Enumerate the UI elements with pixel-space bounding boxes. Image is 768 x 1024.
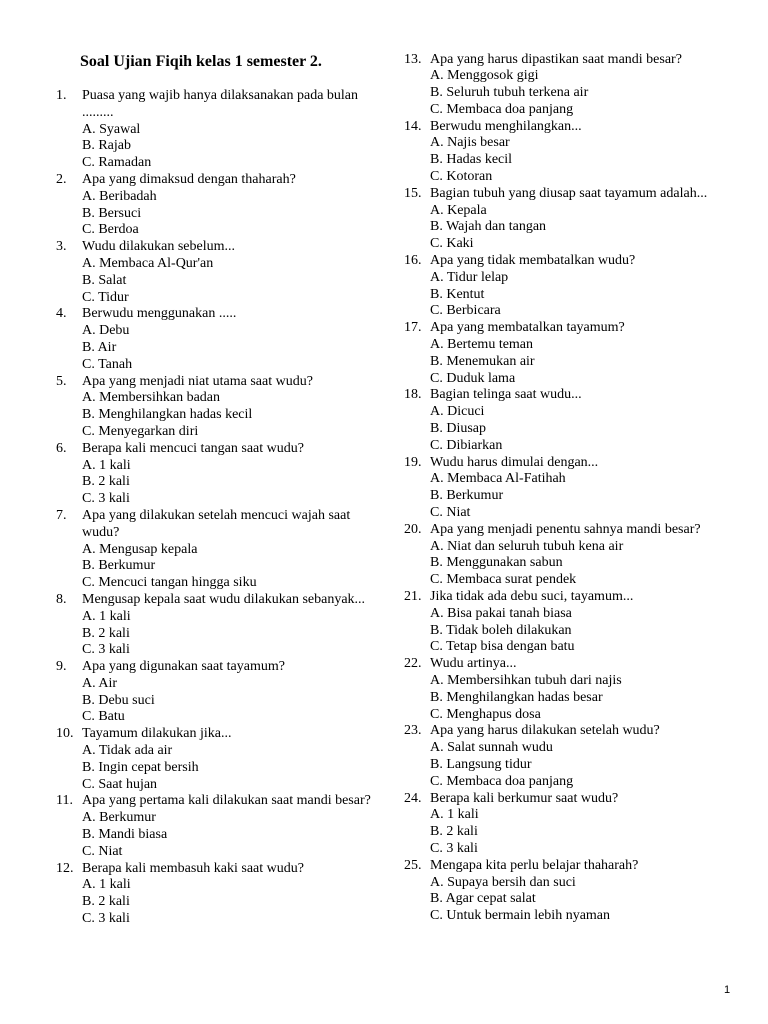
question-number: 22. <box>404 656 422 672</box>
answer-option: C. Menyegarkan diri <box>82 423 199 439</box>
question-text: Berapa kali membasuh kaki saat wudu? <box>82 860 304 876</box>
answer-option: A. Membersihkan tubuh dari najis <box>430 672 622 688</box>
answer-option: B. Langsung tidur <box>430 756 532 772</box>
answer-option: C. Berdoa <box>82 222 139 238</box>
question-number: 14. <box>404 118 422 134</box>
question-item <box>56 374 386 441</box>
question-item <box>404 522 749 589</box>
answer-option: A. Tidak ada air <box>82 743 173 759</box>
answer-option: A. 1 kali <box>82 877 131 893</box>
question-number: 23. <box>404 723 422 739</box>
question-number: 16. <box>404 253 422 269</box>
answer-option: C. 3 kali <box>82 642 130 658</box>
answer-option: C. Tidur <box>82 289 129 305</box>
question-text: Berwudu menggunakan ..... <box>82 306 237 322</box>
answer-option: A. Membersihkan badan <box>82 390 221 406</box>
question-number: 7. <box>56 507 67 523</box>
answer-option: A. Berkumur <box>82 810 156 826</box>
answer-option: C. Untuk bermain lebih nyaman <box>430 908 611 924</box>
question-item <box>404 119 749 186</box>
answer-option: C. Kaki <box>430 236 474 252</box>
question-item <box>404 858 749 925</box>
answer-option: A. 1 kali <box>82 457 131 473</box>
answer-option: A. Membaca Al-Fatihah <box>430 471 566 487</box>
question-text: Apa yang pertama kali dilakukan saat mandi besar? <box>82 793 371 809</box>
question-text: Wudu harus dimulai dengan... <box>430 454 599 470</box>
answer-option: C. Kotoran <box>430 169 493 185</box>
answer-option: A. Menggosok gigi <box>430 68 539 84</box>
answer-option: C. Menghapus dosa <box>430 706 541 722</box>
answer-option: A. Najis besar <box>430 135 510 151</box>
question-item <box>404 387 749 454</box>
answer-option: C. Membaca surat pendek <box>430 572 577 588</box>
question-item <box>56 88 386 172</box>
question-text: Bagian tubuh yang diusap saat tayamum adalah... <box>430 185 708 201</box>
answer-option: A. Syawal <box>82 121 141 137</box>
answer-option: A. Membaca Al-Qur'an <box>82 255 214 271</box>
question-number: 12. <box>56 860 74 876</box>
question-number: 9. <box>56 659 67 675</box>
question-number: 5. <box>56 373 67 389</box>
question-item <box>404 52 749 119</box>
question-number: 24. <box>404 790 422 806</box>
question-number: 17. <box>404 320 422 336</box>
question-item <box>404 656 749 723</box>
answer-option: A. Tidur lelap <box>430 269 509 285</box>
question-text: Apa yang tidak membatalkan wudu? <box>430 253 636 269</box>
answer-option: C. 3 kali <box>82 911 130 927</box>
question-item <box>56 172 386 239</box>
question-item <box>404 186 749 253</box>
answer-option: C. Saat hujan <box>82 776 158 792</box>
question-number: 2. <box>56 171 67 187</box>
answer-option: C. Niat <box>430 505 471 521</box>
answer-option: B. Berkumur <box>82 558 156 574</box>
answer-option: B. Menggunakan sabun <box>430 555 563 571</box>
question-item <box>56 726 386 793</box>
question-text: Apa yang dilakukan setelah mencuci wajah saat wudu? <box>82 507 351 540</box>
answer-option: B. 2 kali <box>82 625 130 641</box>
question-text: Apa yang menjadi niat utama saat wudu? <box>82 373 313 389</box>
answer-option: B. Diusap <box>430 421 486 437</box>
question-number: 1. <box>56 88 67 103</box>
question-item <box>56 306 386 373</box>
question-number: 15. <box>404 185 422 201</box>
question-list-left <box>56 88 386 928</box>
question-item <box>404 455 749 522</box>
question-item <box>404 723 749 790</box>
answer-option: C. Berbicara <box>430 303 501 319</box>
question-number: 13. <box>404 51 422 67</box>
answer-option: A. Salat sunnah wudu <box>430 740 553 756</box>
question-item <box>56 592 386 659</box>
question-text: Apa yang membatalkan tayamum? <box>430 320 625 336</box>
question-text: Apa yang harus dilakukan setelah wudu? <box>430 723 660 739</box>
question-number: 20. <box>404 521 422 537</box>
question-text: Puasa yang wajib hanya dilaksanakan pada bulan ......... <box>82 88 359 120</box>
question-item <box>56 659 386 726</box>
answer-option: C. Ramadan <box>82 155 152 171</box>
answer-option: B. Ingin cepat bersih <box>82 759 199 775</box>
question-list-right <box>404 52 749 925</box>
question-text: Apa yang dimaksud dengan thaharah? <box>82 171 296 187</box>
question-number: 4. <box>56 306 67 322</box>
answer-option: B. Menemukan air <box>430 353 535 369</box>
answer-option: B. Wajah dan tangan <box>430 219 547 235</box>
question-item <box>56 239 386 306</box>
answer-option: B. Rajab <box>82 138 131 154</box>
answer-option: C. Mencuci tangan hingga siku <box>82 575 257 591</box>
answer-option: C. Membaca doa panjang <box>430 773 574 789</box>
answer-option: C. Batu <box>82 709 125 725</box>
answer-option: B. Menghilangkan hadas besar <box>430 689 603 705</box>
answer-option: C. Niat <box>82 843 123 859</box>
question-text: Bagian telinga saat wudu... <box>430 387 582 403</box>
answer-option: B. Berkumur <box>430 488 504 504</box>
answer-option: B. Salat <box>82 272 127 288</box>
question-text: Wudu artinya... <box>430 656 517 672</box>
answer-option: A. Dicuci <box>430 404 485 420</box>
question-number: 8. <box>56 591 67 607</box>
answer-option: A. Debu <box>82 323 130 339</box>
answer-option: C. 3 kali <box>82 491 130 507</box>
answer-option: B. 2 kali <box>82 474 130 490</box>
question-text: Apa yang menjadi penentu sahnya mandi besar? <box>430 521 701 537</box>
answer-option: A. 1 kali <box>430 807 479 823</box>
answer-option: A. Bisa pakai tanah biasa <box>430 605 572 621</box>
question-item <box>404 589 749 656</box>
question-item <box>404 791 749 858</box>
question-text: Berapa kali berkumur saat wudu? <box>430 790 619 806</box>
question-text: Berapa kali mencuci tangan saat wudu? <box>82 440 304 456</box>
question-number: 25. <box>404 857 422 873</box>
answer-option: C. 3 kali <box>430 840 478 856</box>
answer-option: B. 2 kali <box>430 824 478 840</box>
answer-option: A. Niat dan seluruh tubuh kena air <box>430 538 624 554</box>
question-item <box>56 508 386 592</box>
answer-option: A. 1 kali <box>82 608 131 624</box>
question-item <box>56 861 386 928</box>
question-text: Wudu dilakukan sebelum... <box>82 239 236 255</box>
question-number: 21. <box>404 589 422 604</box>
question-number: 18. <box>404 387 422 403</box>
answer-option: C. Tetap bisa dengan batu <box>430 639 575 655</box>
answer-option: A. Kepala <box>430 202 487 218</box>
answer-option: B. Debu suci <box>82 692 155 708</box>
answer-option: A. Bertemu teman <box>430 337 534 353</box>
answer-option: B. Bersuci <box>82 205 142 221</box>
question-item <box>56 441 386 508</box>
question-text: Berwudu menghilangkan... <box>430 118 582 134</box>
answer-option: B. Hadas kecil <box>430 152 513 168</box>
question-text: Tayamum dilakukan jika... <box>82 726 232 742</box>
answer-option: B. Mandi biasa <box>82 827 168 843</box>
answer-option: A. Supaya bersih dan suci <box>430 874 576 890</box>
question-number: 11. <box>56 793 73 809</box>
question-text: Jika tidak ada debu suci, tayamum... <box>430 589 634 604</box>
question-item <box>404 320 749 387</box>
answer-option: A. Beribadah <box>82 188 157 204</box>
answer-option: C. Dibiarkan <box>430 437 503 453</box>
question-item <box>404 253 749 320</box>
page-title: Soal Ujian Fiqih kelas 1 semester 2. <box>80 53 322 70</box>
question-number: 3. <box>56 239 67 255</box>
answer-option: C. Membaca doa panjang <box>430 101 574 117</box>
question-text: Mengapa kita perlu belajar thaharah? <box>430 857 639 873</box>
question-number: 10. <box>56 726 74 742</box>
question-text: Mengusap kepala saat wudu dilakukan sebanyak... <box>82 591 366 607</box>
question-item <box>56 793 386 860</box>
page-number: 1 <box>724 984 731 996</box>
question-number: 19. <box>404 454 422 470</box>
answer-option: B. Menghilangkan hadas kecil <box>82 407 253 423</box>
answer-option: B. Air <box>82 339 117 355</box>
answer-option: B. Agar cepat salat <box>430 891 536 907</box>
answer-option: B. 2 kali <box>82 894 130 910</box>
question-text: Apa yang digunakan saat tayamum? <box>82 659 285 675</box>
answer-option: C. Tanah <box>82 356 133 372</box>
answer-option: A. Air <box>82 675 117 691</box>
answer-option: B. Kentut <box>430 286 485 302</box>
answer-option: C. Duduk lama <box>430 370 516 386</box>
answer-option: B. Tidak boleh dilakukan <box>430 622 572 638</box>
answer-option: B. Seluruh tubuh terkena air <box>430 85 589 101</box>
answer-option: A. Mengusap kepala <box>82 541 198 557</box>
question-text: Apa yang harus dipastikan saat mandi besar? <box>430 51 682 67</box>
question-number: 6. <box>56 440 67 456</box>
